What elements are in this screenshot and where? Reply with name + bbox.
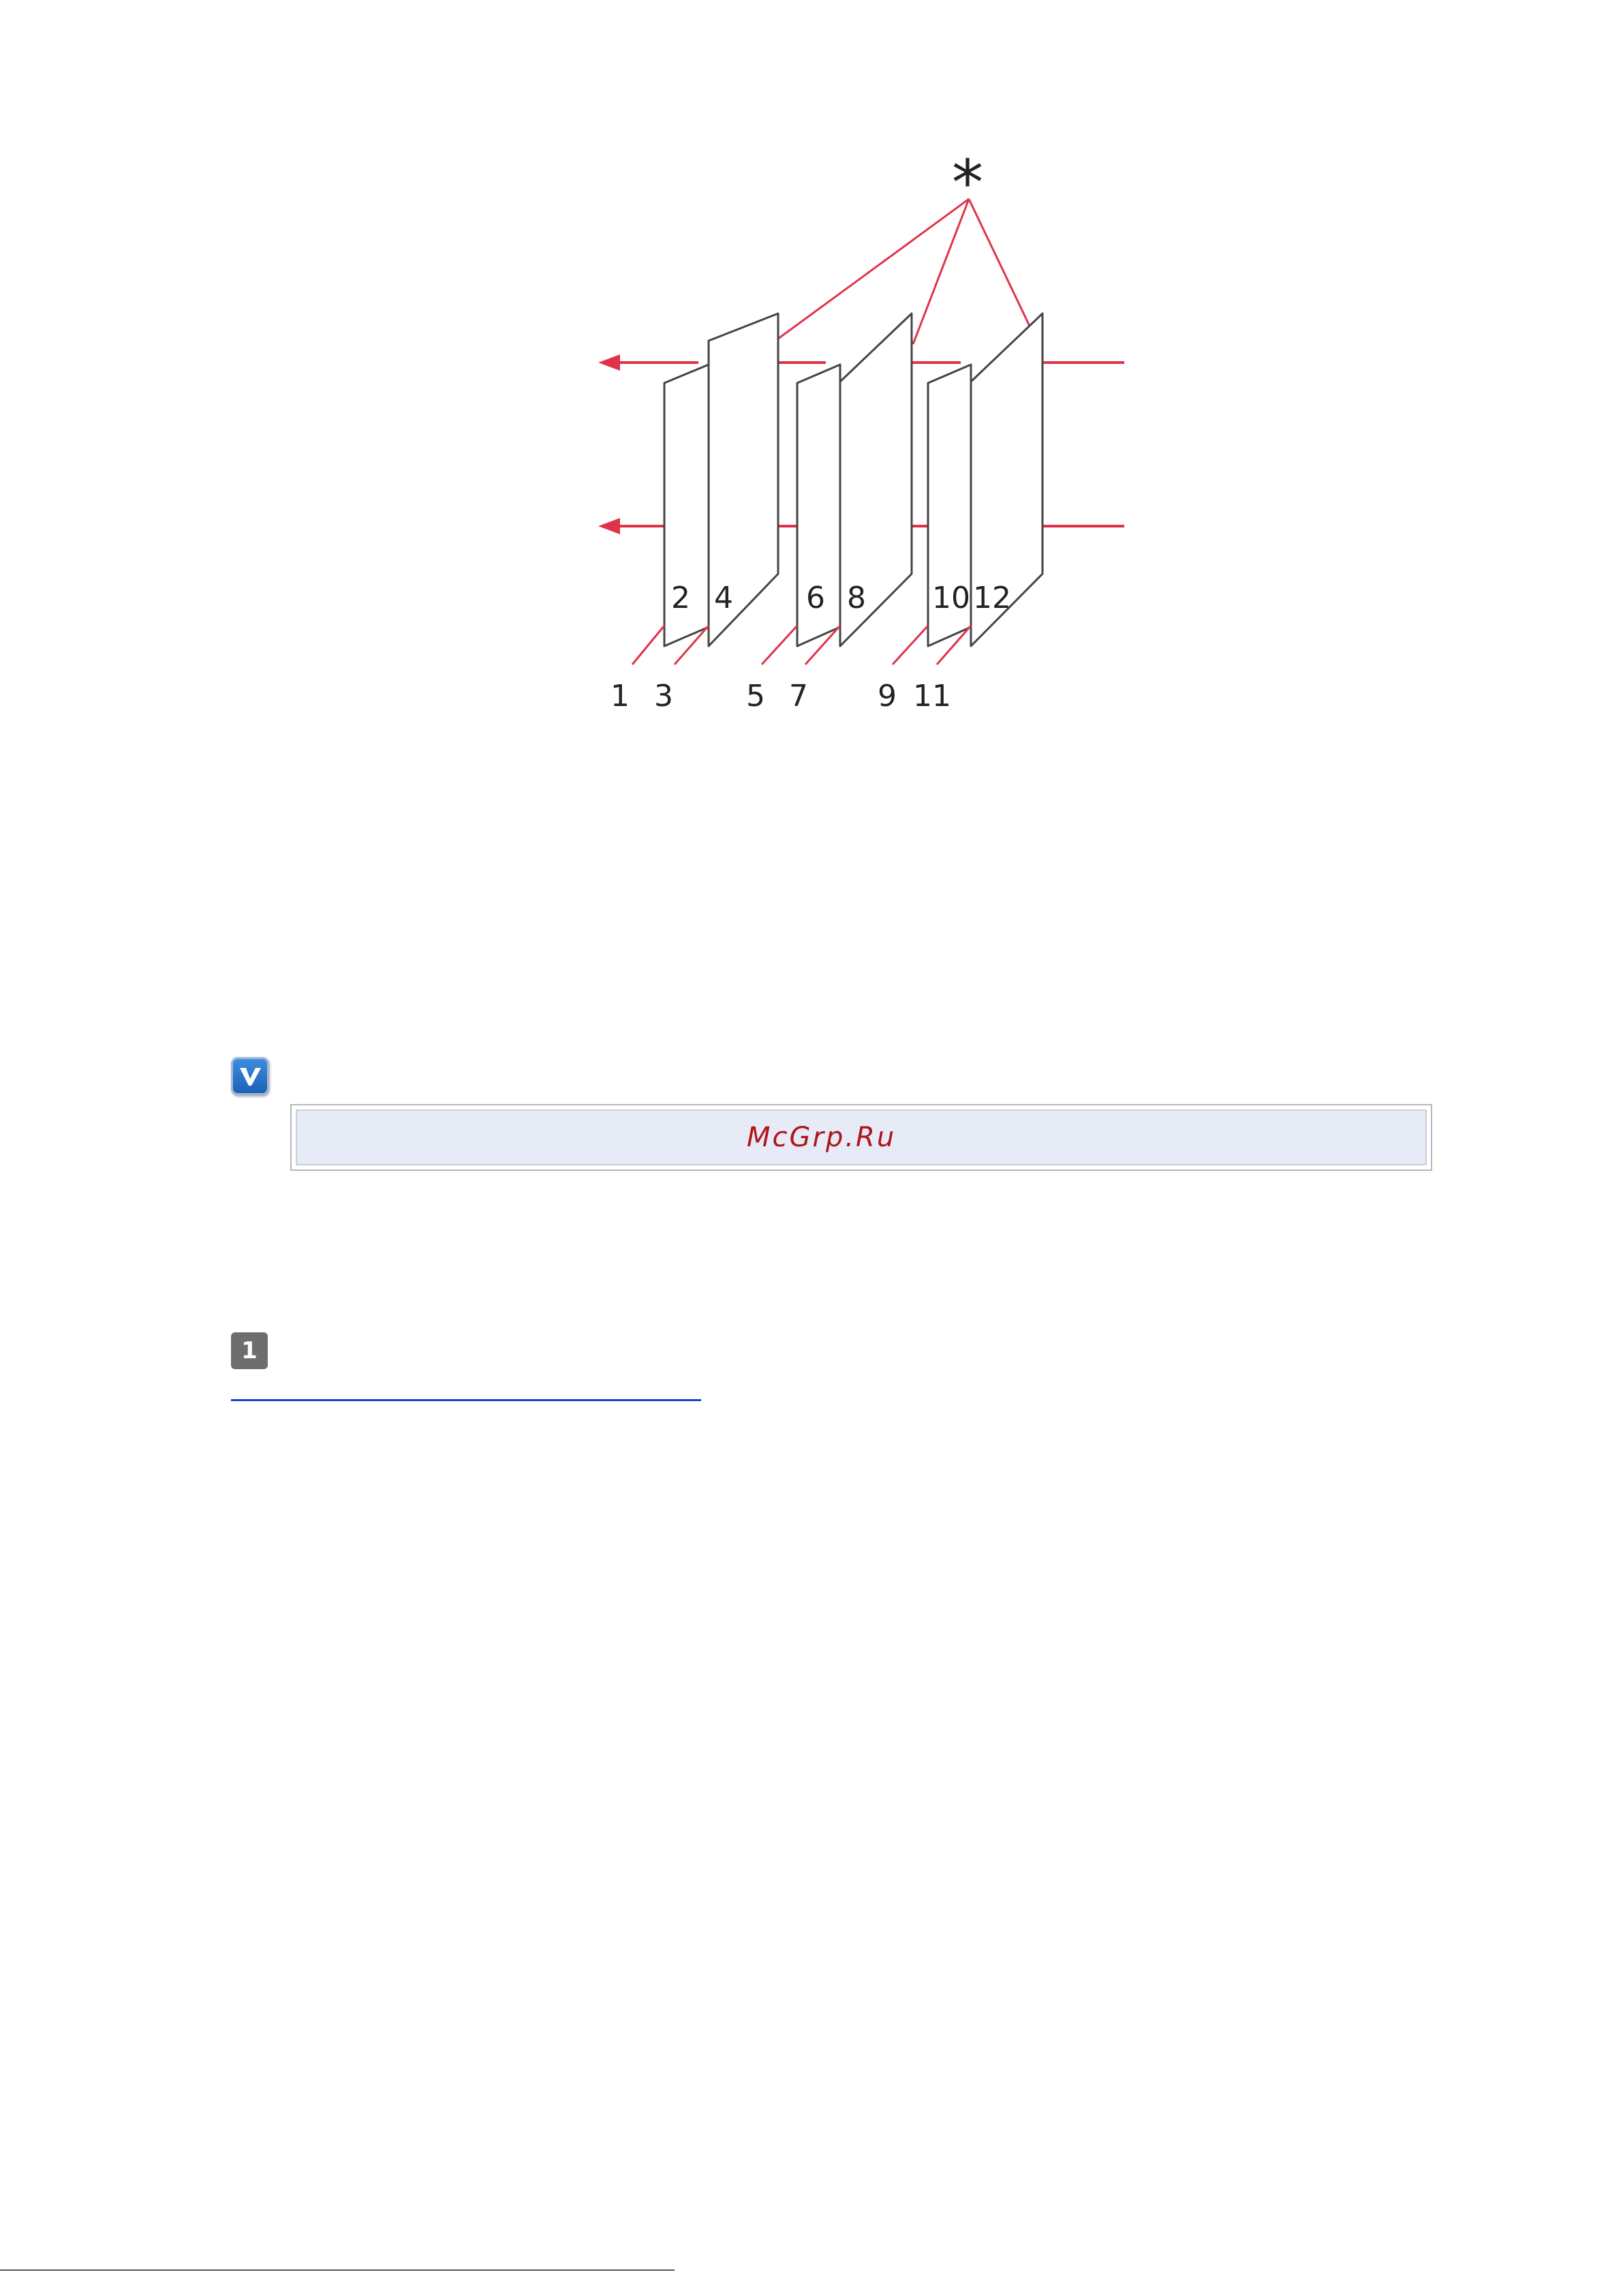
page-number-3: 3 bbox=[654, 679, 673, 714]
hyperlink-underline[interactable] bbox=[231, 1399, 701, 1401]
page-number-1: 1 bbox=[610, 679, 630, 714]
page-number-4: 4 bbox=[714, 581, 733, 615]
page-number-2: 2 bbox=[671, 581, 690, 615]
watermark-text: McGrp.Ru bbox=[747, 1122, 897, 1153]
arrow-left-lower bbox=[598, 518, 620, 534]
page-number-10: 10 bbox=[932, 581, 970, 615]
page-number-11: 11 bbox=[913, 679, 951, 714]
note-box-inner bbox=[296, 1109, 1427, 1165]
page-number-6: 6 bbox=[806, 581, 825, 615]
asterisk-label: * bbox=[952, 147, 983, 219]
note-box bbox=[290, 1104, 1432, 1171]
page-number-12: 12 bbox=[973, 581, 1011, 615]
footer-rule bbox=[0, 2269, 675, 2271]
page-number-5: 5 bbox=[746, 679, 765, 714]
booklet-fold-diagram bbox=[0, 0, 1623, 750]
page-number-8: 8 bbox=[847, 581, 866, 615]
step-number-badge: 1 bbox=[231, 1332, 268, 1369]
arrow-left-upper bbox=[598, 354, 620, 371]
note-check-icon bbox=[231, 1057, 269, 1095]
page-number-9: 9 bbox=[878, 679, 897, 714]
page-number-7: 7 bbox=[789, 679, 808, 714]
